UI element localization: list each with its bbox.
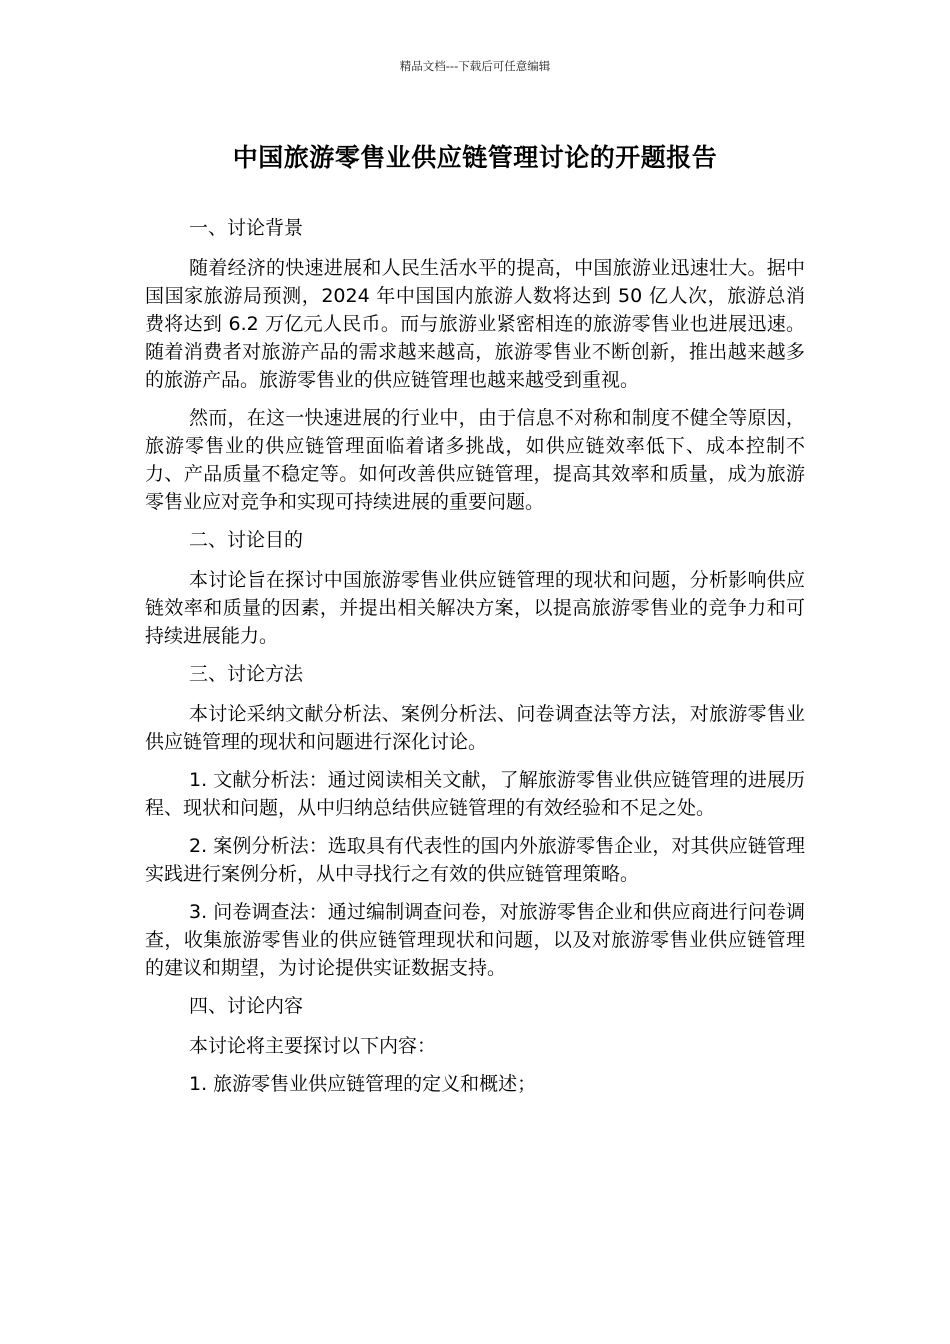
paragraph-method-1: 本讨论采纳文献分析法、案例分析法、问卷调查法等方法，对旅游零售业供应链管理的现状和问题进行深化讨论。 xyxy=(145,703,805,753)
paragraph-purpose-1: 本讨论旨在探讨中国旅游零售业供应链管理的现状和问题，分析影响供应链效率和质量的因素，并提出相关解决方案，以提高旅游零售业的竞争力和可持续进展能力。 xyxy=(145,569,805,647)
section-heading-content: 四、讨论内容 xyxy=(189,995,304,1017)
method-item-literature: 1. 文献分析法：通过阅读相关文献，了解旅游零售业供应链管理的进展历程、现状和问题，从中归纳总结供应链管理的有效经验和不足之处。 xyxy=(145,769,805,819)
method-item-survey: 3. 问卷调查法：通过编制调查问卷，对旅游零售企业和供应商进行问卷调查，收集旅游零售业的供应链管理现状和问题，以及对旅游零售业供应链管理的建议和期望，为讨论提供实证数据支持。 xyxy=(145,901,805,979)
paragraph-background-2: 然而，在这一快速进展的行业中，由于信息不对称和制度不健全等原因，旅游零售业的供应链管理面临着诸多挑战，如供应链效率低下、成本控制不力、产品质量不稳定等。如何改善供应链管理，提高其效率和质量，成为旅游零售业应对竞争和实现可持续进展的重要问题。 xyxy=(145,407,805,513)
paragraph-content-intro: 本讨论将主要探讨以下内容： xyxy=(189,1035,437,1057)
document-body xyxy=(145,214,805,1108)
paragraph-background-1: 随着经济的快速进展和人民生活水平的提高，中国旅游业迅速壮大。据中国国家旅游局预测，2024 年中国国内旅游人数将达到 50 亿人次，旅游总消费将达到 6.2 万亿元人民币。而与旅游业紧密相连的旅游零售业也进展迅速。随着消费者对旅游产品的需求越来越高，旅游零售业不断创新，推出越来越多的旅游产品。旅游零售业的供应链管理也越来越受到重视。 xyxy=(145,257,805,391)
content-item-1: 1. 旅游零售业供应链管理的定义和概述； xyxy=(189,1073,537,1095)
header-note: 精品文档---下载后可任意编辑 xyxy=(399,59,551,73)
document-title: 中国旅游零售业供应链管理讨论的开题报告 xyxy=(232,143,718,172)
section-heading-background: 一、讨论背景 xyxy=(189,217,304,239)
section-heading-method: 三、讨论方法 xyxy=(189,663,304,685)
section-heading-purpose: 二、讨论目的 xyxy=(189,529,304,551)
method-item-case: 2. 案例分析法：选取具有代表性的国内外旅游零售企业，对其供应链管理实践进行案例分析，从中寻找行之有效的供应链管理策略。 xyxy=(145,835,805,885)
